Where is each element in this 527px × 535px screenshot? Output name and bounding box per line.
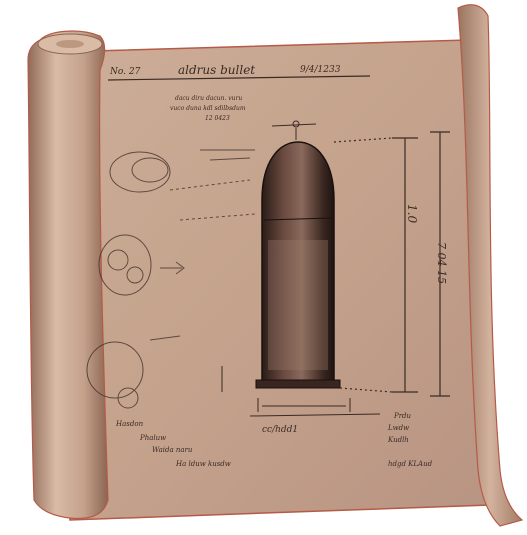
right-note-3: Kudlh [388,436,409,444]
right-note-2: Lwdw [388,424,410,432]
left-note-4: Ha lduw kusdw [176,460,231,468]
bullet-drawing [256,142,340,388]
total-length-label: 7 04 15 [435,242,448,284]
header-right-code: 9/4/1233 [300,65,341,75]
subtitle-line-1: dacu diru dacun. vuru [175,95,243,102]
right-note-1: Prdu [394,412,412,420]
subtitle-line-3: 12 0423 [205,115,230,122]
left-note-3: Waida naru [152,446,193,454]
bullet-rim [256,380,340,388]
left-roll [28,31,108,518]
base-measure-label: cc/hdd1 [262,425,299,435]
right-note-4: hdgd KLAud [388,460,433,468]
left-note-1: Hasdon [116,420,144,428]
header-left-code: No. 27 [110,67,141,77]
height-label: 1.0 [405,204,419,224]
left-note-2: Phaluw [140,434,167,442]
header-title: aldrus bullet [178,63,256,77]
subtitle-line-2: vuco duna kdl sdilbsdum [170,105,246,112]
